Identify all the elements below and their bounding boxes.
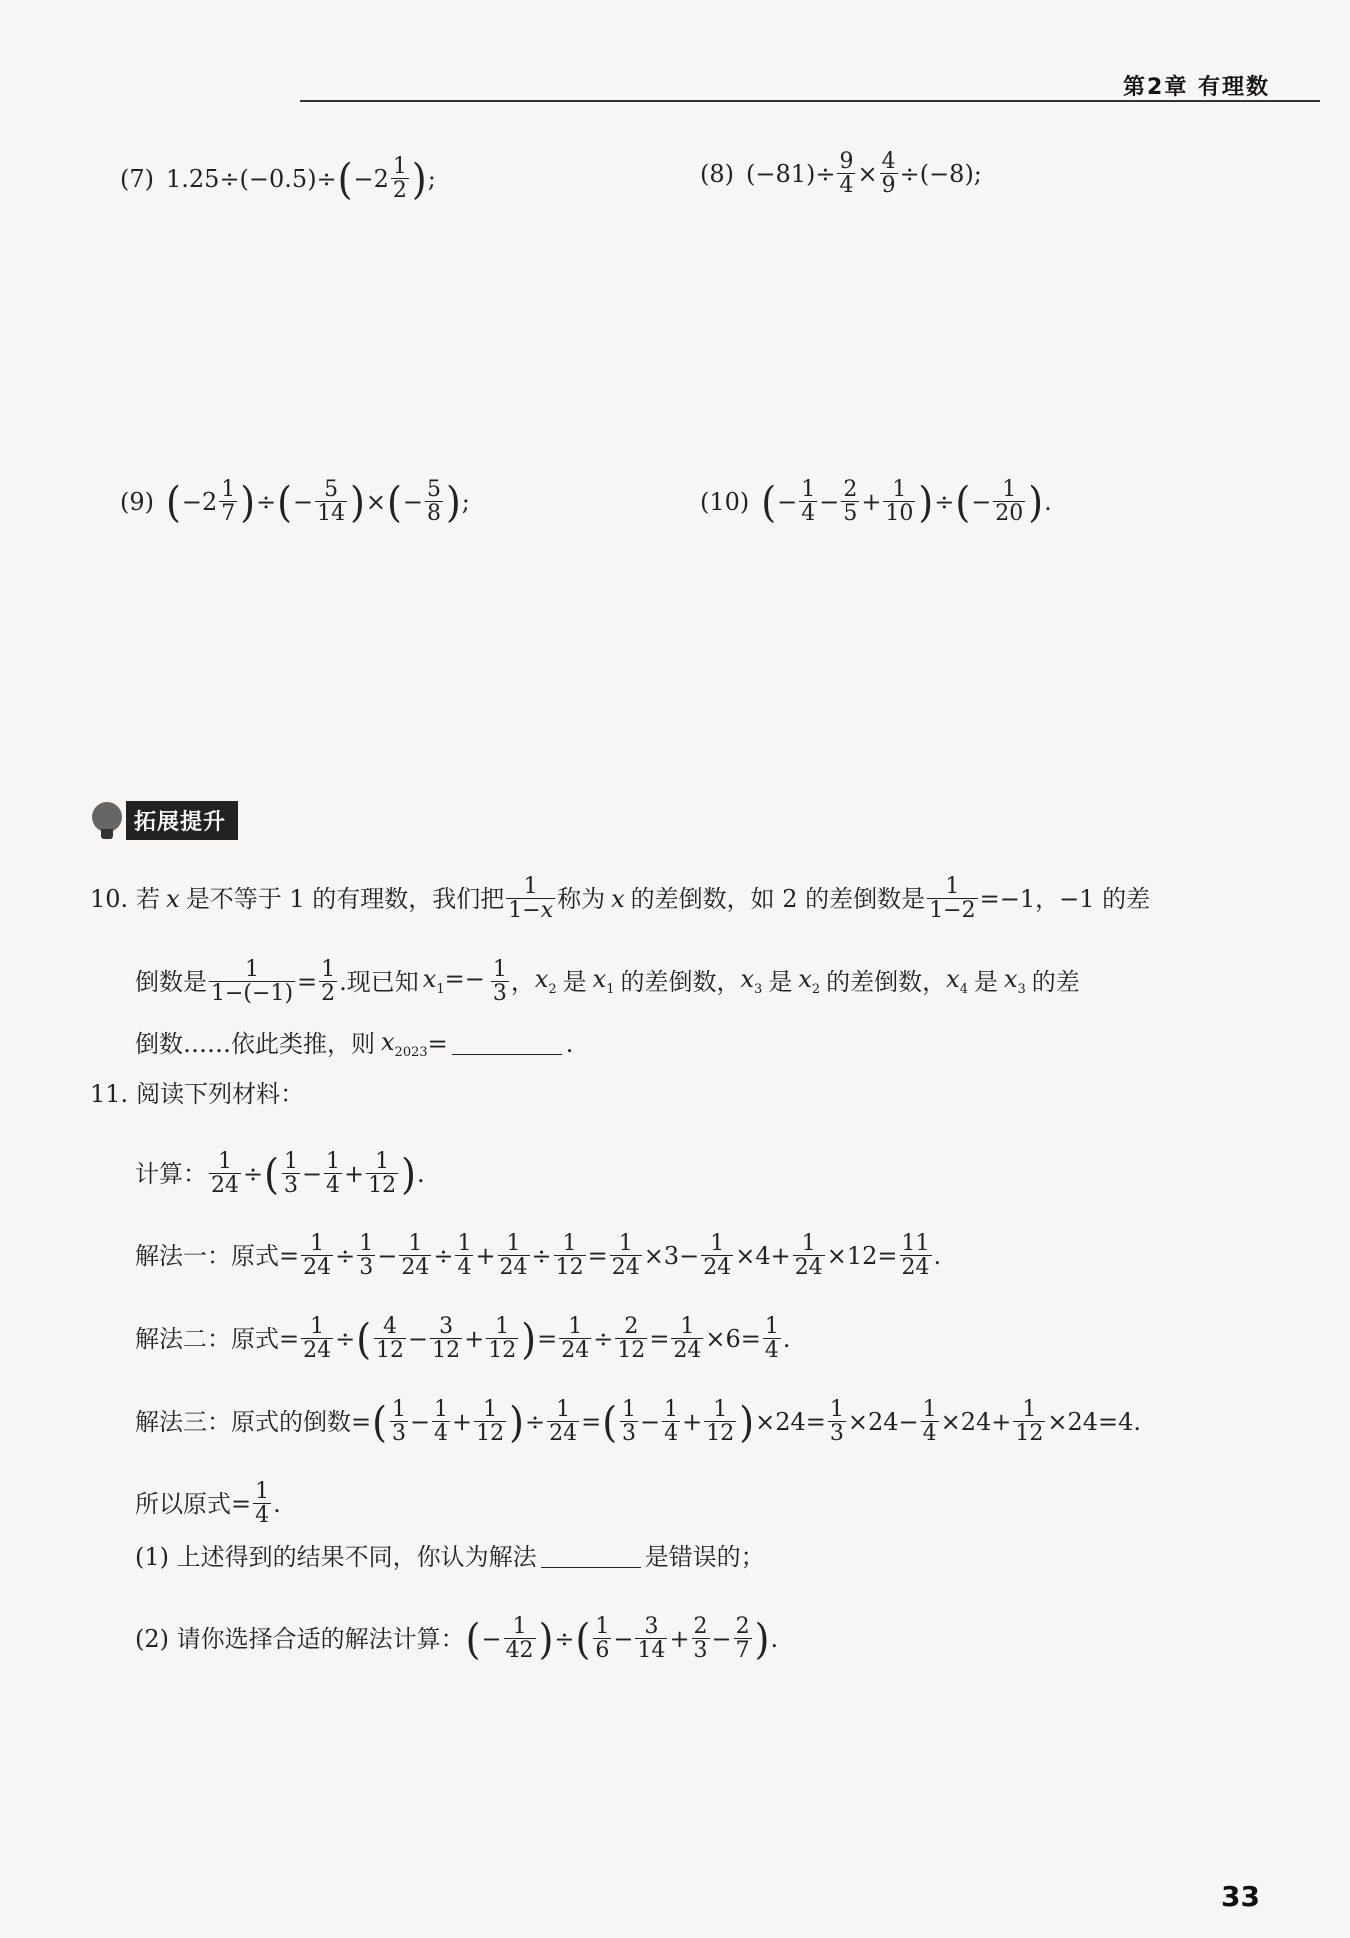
problem-10-label: (10)	[700, 487, 750, 516]
q11-number: 11.	[90, 1080, 129, 1108]
q10-line2: 倒数是 $\frac{1}{1-(-1)}$ = $\frac{1}{2}$ .现已知 $x_1=-$ $\frac{1}{3}$ ， $x_2$ 是 $x_1$ 的差倒数， $x_3$ 是 $x_2$ 的差倒数， $x_4$ 是 $x_3$ 的差	[135, 957, 1080, 1007]
problem-9-label: (9)	[120, 487, 154, 516]
q10-line1: 10. 若 x 是不等于 1 的有理数，我们把 $\frac{1}{1-x}$ 称为 x 的差倒数，如 2 的差倒数是 $\frac{1}{1-2}$ =−1，−1 的差	[90, 874, 1151, 924]
q11-line1: 11. 阅读下列材料：	[90, 1080, 305, 1108]
problem-8-label: (8)	[700, 159, 734, 188]
q11-solution-2: 解法二：原式 = $\frac{1}{24}$ ÷ ( $\frac{4}{12}$ − $\frac{3}{12}$ + $\frac{1}{12}$ ) = $\frac{1}{24}$ ÷ $\frac{2}{12}$ = $\frac{1}{24}$ ×6= $\frac{1}{4}$ .	[135, 1314, 791, 1364]
q11-sub2: (2) 请你选择合适的解法计算： ( − $\frac{1}{42}$ ) ÷ ( $\frac{1}{6}$ − $\frac{3}{14}$ + $\frac{2}{3}$ − $\frac{2}{7}$ ) .	[135, 1614, 779, 1664]
page-number: 33	[1221, 1880, 1260, 1913]
problem-8: (8) (−81)÷ $\frac{9}{4}$ × $\frac{4}{9}$ ÷(−8);	[700, 149, 982, 199]
answer-blank[interactable]	[452, 1034, 562, 1055]
problem-9: (9) ( −2 $\frac{1}{7}$ ) ÷ ( − $\frac{5}{14}$ ) × ( − $\frac{5}{8}$ ) ;	[120, 477, 470, 527]
q10-number: 10.	[90, 884, 129, 913]
problem-7-expr: 1.25÷(−0.5)÷	[166, 164, 337, 193]
q11-sub1: (1) 上述得到的结果不同，你认为解法 是错误的；	[135, 1543, 765, 1571]
header-rule	[300, 100, 1320, 102]
section-badge	[90, 800, 238, 840]
section-title: 拓展提升	[126, 801, 238, 840]
problem-7: (7) 1.25÷(−0.5)÷ ( −2 $\frac{1}{2}$ ) ;	[120, 154, 436, 204]
q11-solution-1: 解法一：原式 = $\frac{1}{24}$ ÷ $\frac{1}{3}$ − $\frac{1}{24}$ ÷ $\frac{1}{4}$ + $\frac{1}{24}$ ÷ $\frac{1}{12}$ = $\frac{1}{24}$ ×3− $\frac{1}{24}$ ×4+ $\frac{1}{24}$ ×12= $\frac{11}{24}$ .	[135, 1231, 942, 1281]
problem-10: (10) ( − $\frac{1}{4}$ − $\frac{2}{5}$ + $\frac{1}{10}$ ) ÷ ( − $\frac{1}{20}$ ) .	[700, 477, 1052, 527]
q11-solution-3: 解法三：原式的倒数 = ( $\frac{1}{3}$ − $\frac{1}{4}$ + $\frac{1}{12}$ ) ÷ $\frac{1}{24}$ = ( $\frac{1}{3}$ − $\frac{1}{4}$ + $\frac{1}{12}$ ) ×24= $\frac{1}{3}$ ×24− $\frac{1}{4}$ ×24+ $\frac{1}{12}$ ×24=4.	[135, 1397, 1142, 1447]
lightbulb-icon	[90, 800, 124, 840]
chapter-title: 第2章 有理数	[1123, 75, 1270, 100]
q10-line3: 倒数……依此类推，则 $x_{2023}$ = .	[135, 1028, 574, 1060]
answer-blank-sub1[interactable]	[541, 1547, 641, 1568]
problem-7-label: (7)	[120, 164, 154, 193]
q11-calc: 计算： $\frac{1}{24}$ ÷ ( $\frac{1}{3}$ − $\frac{1}{4}$ + $\frac{1}{12}$ ) .	[135, 1149, 425, 1199]
q11-conclusion: 所以原式 = $\frac{1}{4}$ .	[135, 1479, 281, 1529]
